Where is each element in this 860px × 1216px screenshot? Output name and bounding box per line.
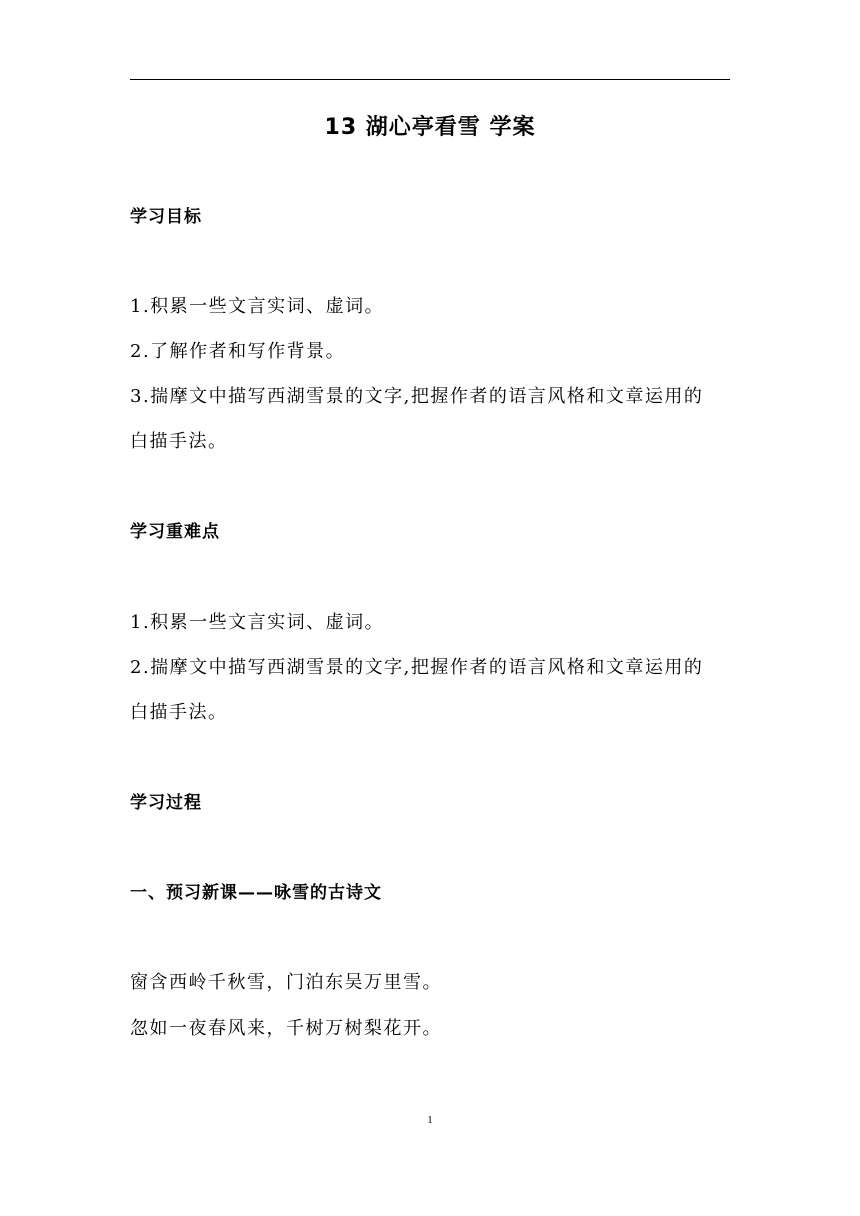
objective-item-2: 2.了解作者和写作背景。 xyxy=(130,341,346,362)
section-heading-key-points: 学习重难点 xyxy=(130,522,220,542)
document-title: 13 湖心亭看雪 学案 xyxy=(324,115,536,140)
objective-item-3-continued: 白描手法。 xyxy=(130,431,228,452)
objective-item-1: 1.积累一些文言实词、虚词。 xyxy=(130,296,385,317)
section-heading-process: 学习过程 xyxy=(130,793,202,813)
objective-item-3: 3.揣摩文中描写西湖雪景的文字,把握作者的语言风格和文章运用的 xyxy=(130,386,704,407)
key-point-item-2: 2.揣摩文中描写西湖雪景的文字,把握作者的语言风格和文章运用的 xyxy=(130,657,704,678)
poem-line-1: 窗含西岭千秋雪，门泊东吴万里雪。 xyxy=(130,972,442,993)
section-heading-objectives: 学习目标 xyxy=(130,207,202,227)
header-rule xyxy=(130,79,730,80)
key-point-item-2-continued: 白描手法。 xyxy=(130,702,228,723)
poem-line-2: 忽如一夜春风来，千树万树梨花开。 xyxy=(130,1018,442,1039)
section-heading-preview: 一、预习新课——咏雪的古诗文 xyxy=(130,883,382,903)
page-number: 1 xyxy=(427,1114,433,1126)
key-point-item-1: 1.积累一些文言实词、虚词。 xyxy=(130,612,385,633)
